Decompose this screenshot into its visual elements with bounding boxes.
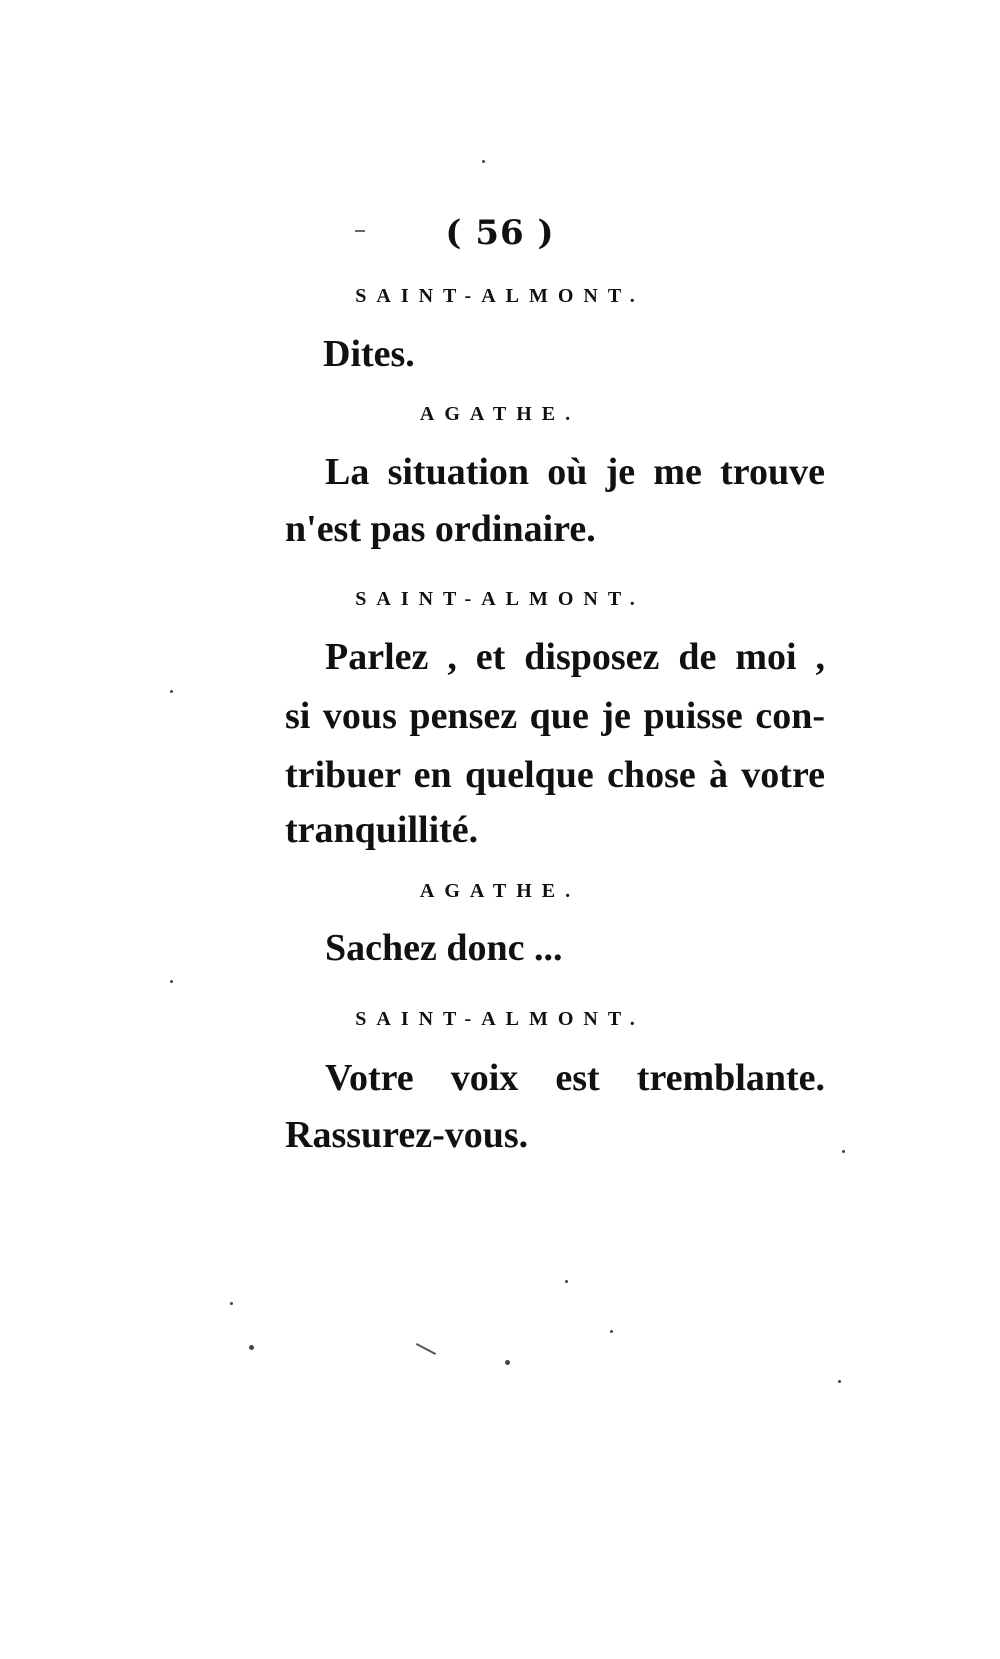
page-number: ( 56 ) xyxy=(445,213,555,253)
dialogue-line: tribuer en quelque chose à votre xyxy=(285,754,825,796)
scan-speck xyxy=(170,690,173,693)
scan-speck xyxy=(565,1280,568,1283)
scan-speck xyxy=(482,160,485,163)
dialogue-line: Sachez donc ... xyxy=(325,927,563,969)
speaker-name: SAINT-ALMONT. xyxy=(355,285,645,307)
dialogue-line: tranquillité. xyxy=(285,809,479,851)
dialogue-line: Votre voix est tremblante. xyxy=(325,1057,825,1099)
scan-speck xyxy=(230,1302,233,1305)
speaker-name: SAINT-ALMONT. xyxy=(355,1008,645,1030)
scan-speck xyxy=(505,1360,510,1365)
scan-speck xyxy=(249,1345,254,1350)
speaker-name: SAINT-ALMONT. xyxy=(355,588,645,610)
dialogue-line: Parlez , et disposez de moi , xyxy=(325,636,825,678)
dialogue-line: Dites. xyxy=(323,333,415,375)
dialogue-line: n'est pas ordinaire. xyxy=(285,508,596,550)
scan-speck xyxy=(170,980,173,983)
speaker-name: AGATHE. xyxy=(419,880,581,902)
dialogue-line: Rassurez-vous. xyxy=(285,1114,529,1156)
scan-mark xyxy=(416,1343,436,1355)
scan-speck xyxy=(838,1380,841,1383)
dialogue-line: La situation où je me trouve xyxy=(325,451,825,493)
scan-speck xyxy=(610,1330,613,1333)
scan-speck xyxy=(842,1150,845,1153)
scan-mark xyxy=(355,230,365,232)
speaker-name: AGATHE. xyxy=(419,403,581,425)
dialogue-line: si vous pensez que je puisse con- xyxy=(285,695,825,737)
